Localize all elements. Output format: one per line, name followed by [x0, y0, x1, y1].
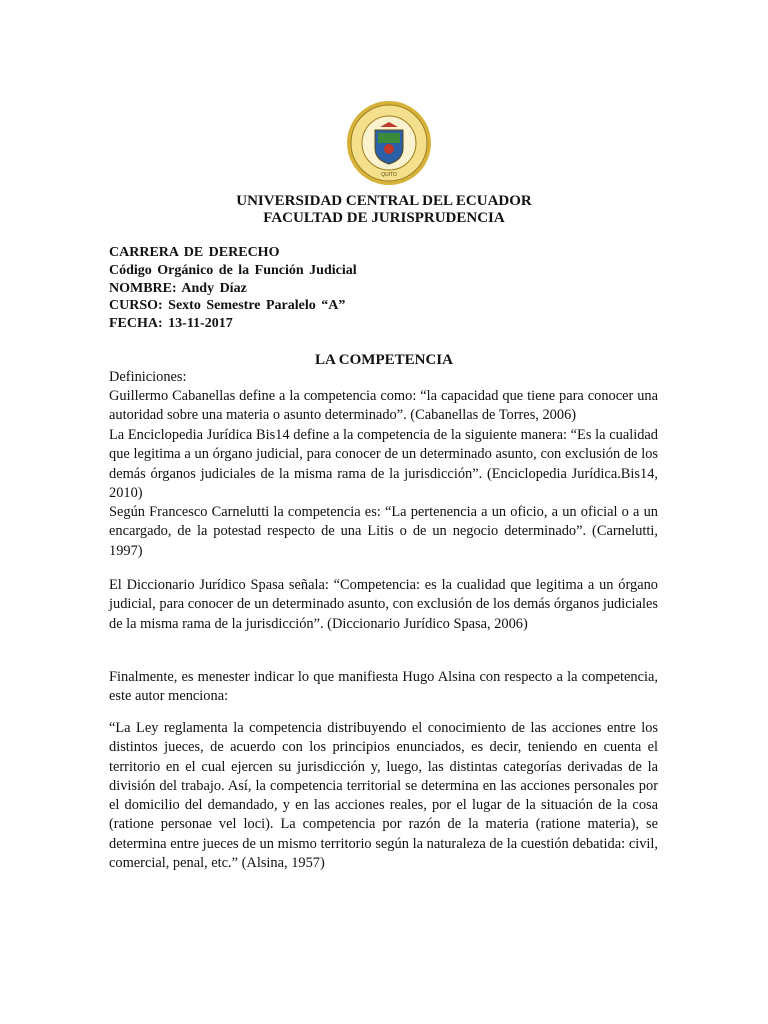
seal-bottom-text: QUITO — [381, 172, 397, 178]
paragraph-alsina-intro — [109, 668, 658, 707]
paragraph-text: La Enciclopedia Jurídica Bis14 define a la competencia de la siguiente manera: “Es la cualidad que legitima a un órgano judicial, para conocer de un determinado asunto, con exclusión de los demás órganos judiciales de la misma rama de la jurisdicción”. (Enciclopedia Jurídica.Bis14, 2010) — [109, 427, 658, 501]
faculty-name: FACULTAD DE JURISPRUDENCIA — [263, 210, 505, 226]
section-title: LA COMPETENCIA — [315, 352, 453, 368]
paragraph-text: Guillermo Cabanellas define a la competencia como: “la capacidad que tiene para conocer una autoridad sobre una materia o asunto determinado”. (Cabanellas de Torres, 2006) — [109, 388, 658, 424]
date-line: FECHA: 13-11-2017 — [109, 316, 233, 331]
code-line: Código Orgánico de la Función Judicial — [109, 263, 357, 278]
paragraph-text: El Diccionario Jurídico Spasa señala: “Competencia: es la cualidad que legitima a un órgano judicial, para conocer de un determinado asunto, con exclusión de los demás órganos judiciales de la misma rama de la jurisdicción”. (Diccionario Jurídico Spasa, 2006) — [109, 577, 658, 632]
paragraph-carnelutti — [109, 503, 658, 561]
university-seal-logo — [346, 100, 432, 186]
paragraph-cabanellas — [109, 387, 658, 426]
course-line: CURSO: Sexto Semestre Paralelo “A” — [109, 298, 346, 313]
paragraph-text: Según Francesco Carnelutti la competencia es: “La pertenencia a un oficio, a un oficial o a un encargado, de la potestad respecto de una Litis o de un negocio determinado”. (Carnelutti, 1997) — [109, 504, 658, 559]
name-line: NOMBRE: Andy Díaz — [109, 281, 247, 296]
definitions-label: Definiciones: — [109, 369, 187, 385]
paragraph-spasa — [109, 576, 658, 634]
paragraph-alsina-quote — [109, 719, 658, 873]
paragraph-text: Finalmente, es menester indicar lo que manifiesta Hugo Alsina con respecto a la competencia, este autor menciona: — [109, 669, 658, 705]
career-line: CARRERA DE DERECHO — [109, 245, 280, 260]
university-name: UNIVERSIDAD CENTRAL DEL ECUADOR — [236, 193, 532, 209]
paragraph-enciclopedia — [109, 426, 658, 503]
paragraph-text: “La Ley reglamenta la competencia distribuyendo el conocimiento de las acciones entre los distintos jueces, de acuerdo con los principios enunciados, es decir, teniendo en cuenta el territorio en el cual ejercen su jurisdicción y, luego, las distintas categorías derivadas de la división del trabajo. Así, la competencia territorial se determina en las acciones personales por el domicilio del demandado, y en las acciones reales, por el lugar de la situación de la cosa (ratione personae vel loci). La competencia por razón de la materia (ratione materia), se determina entre jueces de un mismo territorio según la naturaleza de la cuestión debatida: civil, comercial, penal, etc.” (Alsina, 1957) — [109, 720, 658, 872]
